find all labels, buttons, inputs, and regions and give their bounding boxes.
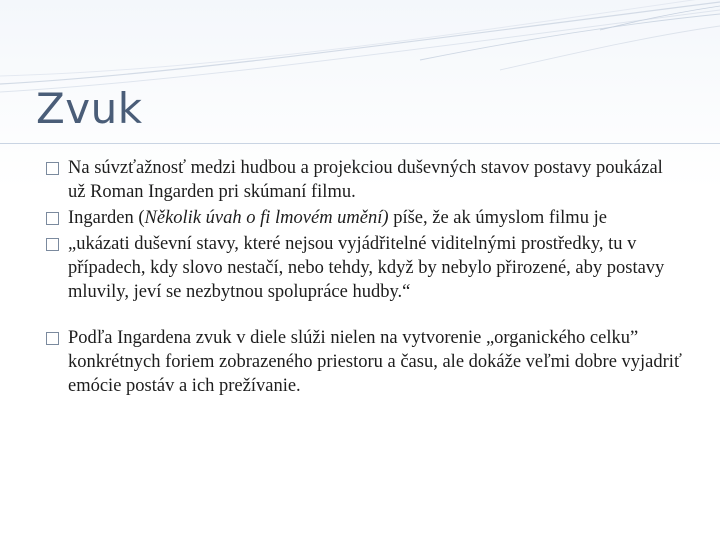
bullet-text-italic-title: Několik úvah o fi lmovém umění) [144, 208, 389, 228]
bullet-text-after: píše, že ak úmyslom filmu je [388, 208, 607, 228]
bullet-text: Na súvzťažnosť medzi hudbou a projekciou duševných stavov postavy poukázal už Roman Ingarden pri skúmaní filmu. [68, 158, 663, 202]
square-bullet-icon [46, 332, 59, 345]
bullet-item [44, 232, 684, 304]
bullet-text: Podľa Ingardena zvuk v diele slúži nielen na vytvorenie „organického celku” konkrétnych foriem zobrazeného priestoru a času, ale dokáže veľmi dobre vyjadriť emócie postáv a ich prežívanie. [68, 328, 682, 396]
title-divider [0, 143, 720, 144]
slide-title: Zvuk [36, 84, 143, 133]
bullet-text-before: Ingarden ( [68, 208, 145, 228]
square-bullet-icon [46, 238, 59, 251]
bullet-text-quote: „ukázati duševní stavy, které nejsou vyjádřitelné viditelnými prostředky, tu v případech, kdy slovo nestačí, nebo tehdy, když by nebylo přirozené, aby postavy mluvily, jeví se nezbytnou spolupráce hudby.“ [68, 234, 665, 302]
square-bullet-icon [46, 162, 59, 175]
bullet-item [44, 326, 684, 398]
square-bullet-icon [46, 212, 59, 225]
bullet-item [44, 206, 684, 230]
bullet-list [44, 156, 684, 400]
bullet-item [44, 156, 684, 204]
